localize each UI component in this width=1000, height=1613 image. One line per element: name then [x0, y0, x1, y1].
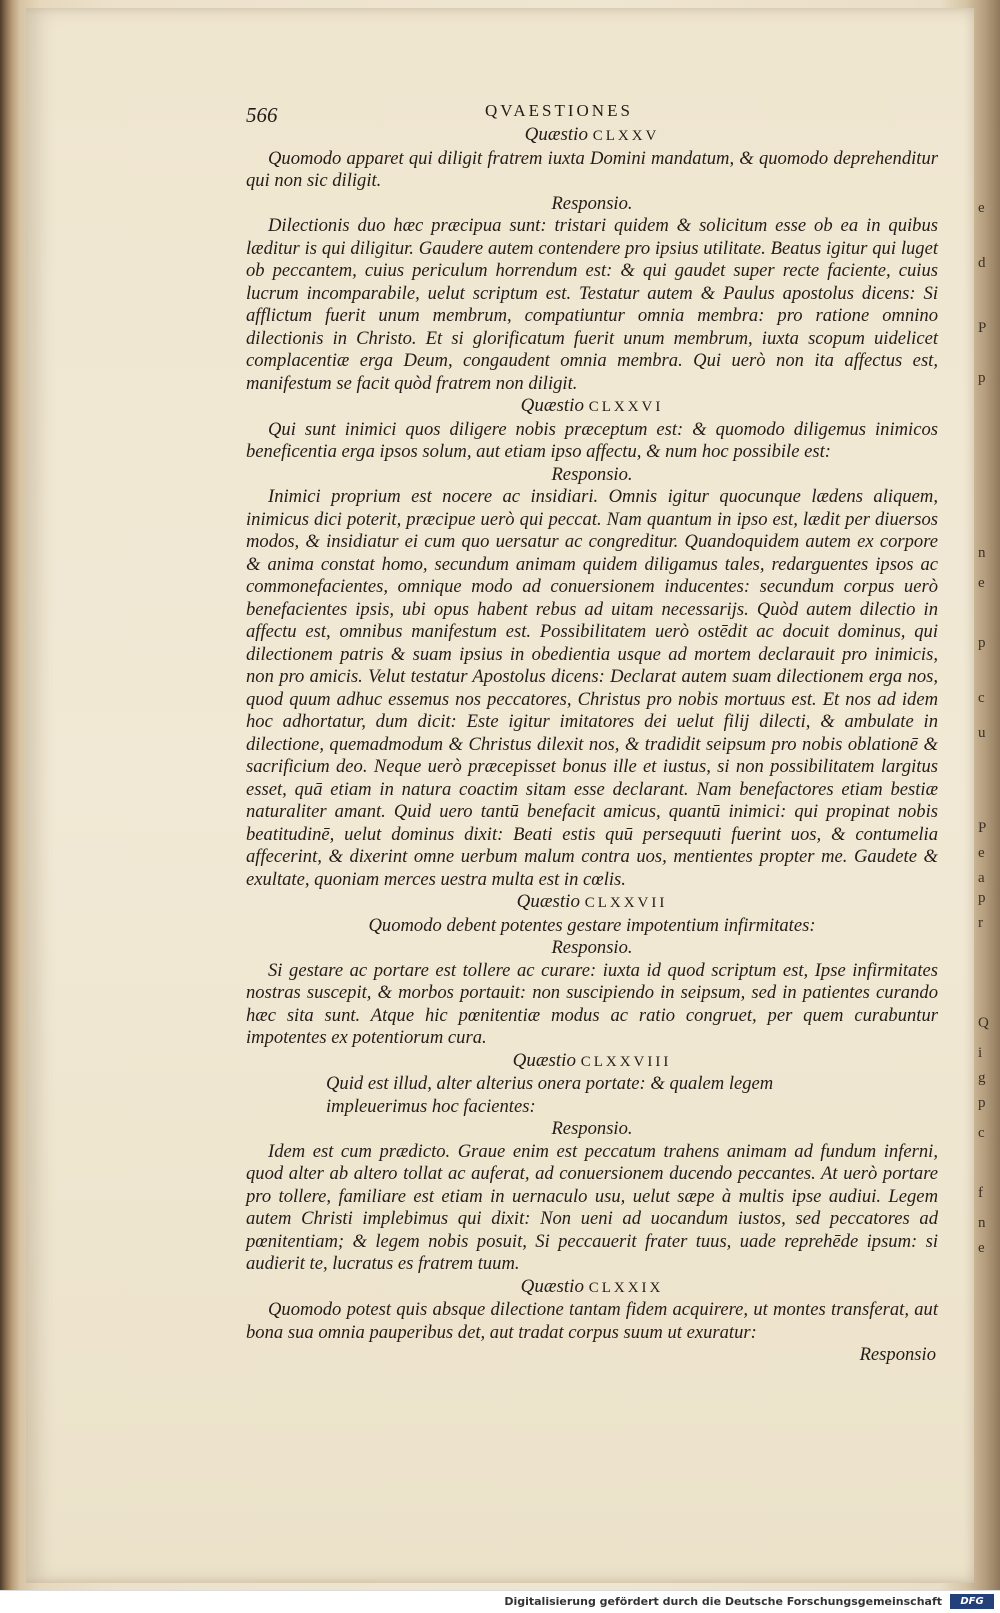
response-label: Responsio.	[551, 1118, 633, 1139]
question-heading: Quæstio CLXXVI	[520, 395, 664, 416]
question-text: Quomodo potest quis absque dilectione tantam fidem acquirere, ut montes transferat, aut bona sua omnia pauperibus det, aut tradat corpus suum ut exuratur:	[246, 1299, 938, 1343]
question-heading: Quæstio CLXXV	[524, 124, 660, 145]
question-heading: Quæstio CLXXVII	[516, 891, 668, 912]
catchword: Responsio	[859, 1344, 936, 1365]
question-heading: Quæstio CLXXIX	[520, 1275, 664, 1297]
response-label: Responsio.	[551, 937, 633, 958]
edge-letter: e	[978, 1240, 985, 1256]
edge-letter: r	[978, 915, 983, 931]
question-text: Qui sunt inimici quos diligere nobis præceptum est: & quomodo diligemus inimicos beneficentia erga ipsos solum, aut etiam ipso affectu, & num hoc possibile est:	[246, 418, 938, 462]
edge-letter: u	[978, 725, 986, 741]
footer-credit: Digitalisierung gefördert durch die Deutsche Forschungsgemeinschaft	[504, 1595, 942, 1608]
dfg-logo: DFG	[950, 1594, 994, 1609]
question-section	[246, 124, 938, 395]
edge-letter: e	[978, 575, 985, 591]
edge-letter: i	[978, 1045, 983, 1061]
question-section	[246, 1276, 938, 1367]
edge-letter: p	[978, 1095, 986, 1111]
edge-letter: p	[978, 370, 986, 386]
edge-letter: e	[978, 200, 985, 216]
response-text: Dilectionis duo hæc præcipua sunt: tristari quidem & solicitum esse ob ea in quibus læditur is qui diligitur. Gaudere autem contendere pro ipsius utilitate. Beatus igitur qui luget ob peccantem, cuius periculum horrendum est: & qui gaudet super recte faciente, cuius lucrum incomparabile, uelut scriptum est. Testatur autem & Paulus apostolus dicens: Si afflictum fuerit unum membrum, compatiuntur omnia membra: pro ratione omnino dilectionis in Christo. Et si glorificatum fuerit unum membrum, iuxta scopum uidelicet complacentiæ erga Deum, congaudent omnia membra. Qui uerò non ita affectus est, manifestum se facit quòd fratrem non diligit.	[246, 215, 938, 394]
edge-letter: p	[978, 635, 986, 651]
page-body	[246, 124, 938, 1367]
question-text: Quomodo debent potentes gestare impotentium infirmitates:	[368, 914, 816, 936]
facing-page-edge	[974, 180, 1000, 1410]
edge-letter: n	[978, 545, 986, 561]
edge-letter: a	[978, 870, 985, 886]
edge-letter: P	[978, 320, 987, 336]
question-section	[246, 395, 938, 891]
edge-letter: P	[978, 820, 987, 836]
page-number: 566	[246, 103, 278, 127]
footer-bar	[0, 1590, 1000, 1613]
question-section	[246, 1050, 938, 1276]
edge-letter: f	[978, 1185, 983, 1201]
response-label: Responsio.	[551, 192, 633, 214]
question-section	[246, 891, 938, 1050]
running-head: QVAESTIONES	[485, 101, 633, 120]
response-text: Idem est cum prædicto. Graue enim est peccatum trahens animam ad fundum inferni, quod alter ab altero tollat ac auferat, ad conuersionem ducendo peccantes. At uerò portare pro tollere, familiare est etiam in uernaculo usu, uelut sæpe à multis ipse audiui. Legem autem Christi implebimus qui dixit: Non ueni ad uocandum iustos, sed peccatores ad pœnitentiam; & legem nobis posuit, Si peccauerit frater tuus, uade reprehēde ipsum: si audierit te, lucratus es fratrem tuum.	[246, 1140, 938, 1274]
response-label: Responsio.	[551, 463, 633, 485]
edge-letter: g	[978, 1070, 986, 1086]
question-heading: Quæstio CLXXVIII	[512, 1049, 672, 1071]
edge-letter: e	[978, 845, 985, 861]
edge-letter: c	[978, 1125, 985, 1141]
question-text: Quid est illud, alter alterius onera portate: & qualem legem impleuerimus hoc facientes:	[326, 1073, 774, 1117]
edge-letter: d	[978, 255, 986, 271]
question-text: Quomodo apparet qui diligit fratrem iuxta Domini mandatum, & quomodo deprehenditur qui non sic diligit.	[246, 147, 938, 191]
edge-letter: p	[978, 890, 986, 906]
edge-letter: n	[978, 1215, 986, 1231]
response-text: Inimici proprium est nocere ac insidiari. Omnis igitur quocunque lædens aliquem, inimicus dici poterit, præcipue uerò qui peccat. Nam quantum in ipso est, lædit per diuersos modos, & insidiatur ei cum quo uersatur ac congreditur. Quandoquidem autem ex corpore & anima constat homo, secundum animam quidem diligamus tales, redarguentes ipsos ac commonefacientes, omnique modo ad conuersionem inducentes: secundum corpus uerò benefacientes ipsis, ubi opus habent rebus ad uitam necessarijs. Quòd autem dilectio in affectu est, omnibus manifestum est. Possibilitatem uerò ostēdit ac docuit dominus, qui dilectionem patris & suam ipsius in obedientia usque ad mortem declarauit pro inimicis, non pro amicis. Velut testatur Apostolus dicens: Declarat autem suam dilectionem erga nos, quod quum adhuc essemus nos peccatores, Christus pro nobis mortuus est. Et nos ad idem hoc adhortatur, dum dicit: Este igitur imitatores dei uelut filij dilecti, & ambulate in dilectione, quemadmodum & Christus dilexit nos, & tradidit seipsum pro nobis oblationē & sacrificium deo. Neque uerò præcepisset bonus ille et iustus, si non possibilitatem largitus esset, quā etiam in natura coactim sitam esse declarant. Nam benefactores etiam bestiæ naturaliter amant. Quid uero tantū benefacit amicus, quantū inimici: qui propinat nobis beatitudinē, uelut dominus dixit: Beati estis quū persequuti fuerint uos, & contumelia affecerint, & dixerint omne uerbum malum contra uos, mentientes propter me. Gaudete & exultate, quoniam merces uestra multa est in cœlis.	[246, 486, 938, 890]
response-text: Si gestare ac portare est tollere ac curare: iuxta id quod scriptum est, Ipse infirmitates nostras suscepit, & morbos portauit: non suscipiendo in seipsum, sed in patientes curando hæc sita sunt. Atque hic pœnitentiæ modus ac ratio congruet, per quem curabuntur impotentes ex potentiorum cura.	[246, 959, 938, 1048]
edge-letter: c	[978, 690, 985, 706]
edge-letter: Q	[978, 1015, 989, 1031]
